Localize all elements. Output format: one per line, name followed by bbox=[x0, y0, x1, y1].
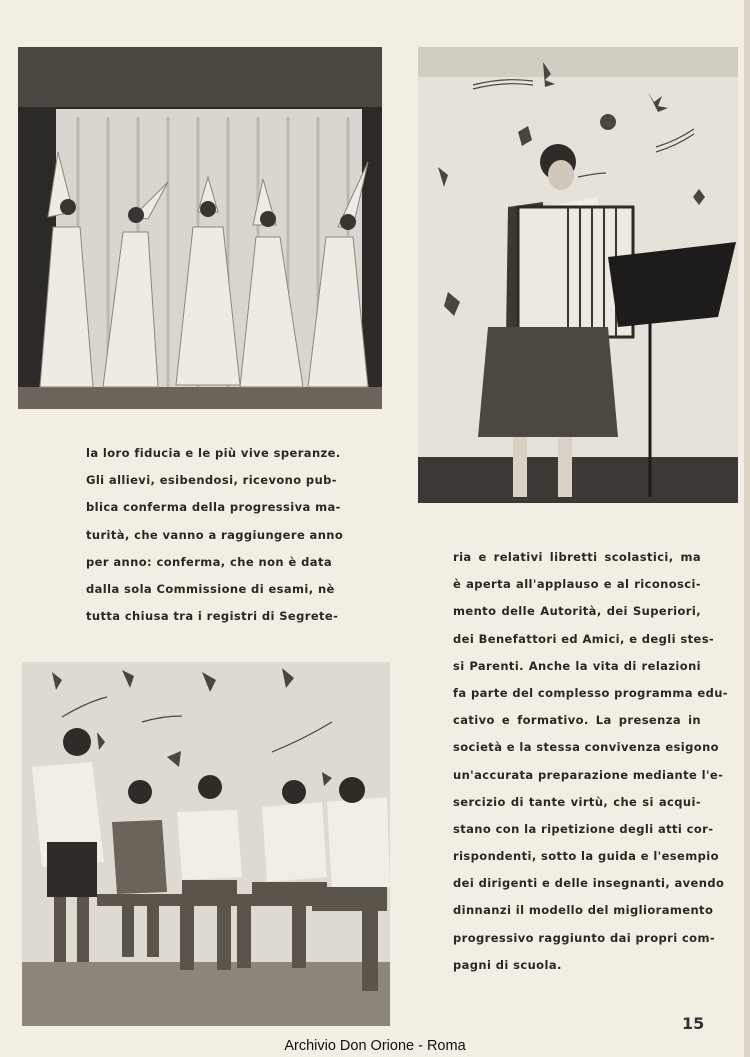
text-line: tutta chiusa tra i registri di Segrete- bbox=[86, 609, 339, 624]
text-line: la loro fiducia e le più vive speranze. bbox=[86, 446, 341, 460]
text-line: ria e relativi libretti scolastici, ma bbox=[453, 550, 701, 564]
page-number: 15 bbox=[682, 1014, 705, 1033]
text-line: rispondenti, sotto la guida e l'esempio bbox=[453, 849, 719, 864]
text-line: turità, che vanno a raggiungere anno bbox=[86, 527, 344, 542]
text-line: dei dirigenti e delle insegnanti, avendo bbox=[453, 876, 725, 891]
text-line: si Parenti. Anche la vita di relazioni bbox=[453, 658, 701, 673]
text-line: fa parte del complesso programma edu- bbox=[453, 685, 728, 700]
text-line: blica conferma della progressiva ma- bbox=[86, 500, 341, 515]
photo-boys-seated bbox=[22, 662, 390, 1026]
text-line: dalla sola Commissione di esami, nè bbox=[86, 581, 335, 596]
text-line: dinnanzi il modello del miglioramento bbox=[453, 903, 714, 918]
text-line: per anno: conferma, che non è data bbox=[86, 554, 332, 569]
text-line: stano con la ripetizione degli atti cor- bbox=[453, 821, 714, 836]
text-line: sercizio di tante virtù, che si acqui- bbox=[453, 794, 701, 809]
photo-accordion-player bbox=[418, 47, 738, 503]
text-line: mento delle Autorità, dei Superiori, bbox=[453, 604, 701, 619]
text-line: è aperta all'applauso e al riconosci- bbox=[453, 577, 701, 592]
text-line: società e la stessa convivenza esigono bbox=[453, 740, 719, 755]
text-column-right bbox=[453, 544, 728, 979]
text-line: progressivo raggiunto dai propri com- bbox=[453, 930, 716, 945]
text-line: dei Benefattori ed Amici, e degli stes- bbox=[453, 631, 715, 646]
text-line: pagni di scuola. bbox=[453, 957, 562, 972]
photo-fairies-stage bbox=[18, 47, 382, 409]
text-line: Gli allievi, esibendosi, ricevono pub- bbox=[86, 473, 337, 488]
page-edge bbox=[744, 0, 750, 1057]
text-line: cativo e formativo. La presenza in bbox=[453, 713, 701, 728]
text-line: un'accurata preparazione mediante l'e- bbox=[453, 767, 724, 782]
text-column-left bbox=[86, 440, 344, 630]
archive-watermark-label: Archivio Don Orione - Roma bbox=[284, 1038, 466, 1054]
